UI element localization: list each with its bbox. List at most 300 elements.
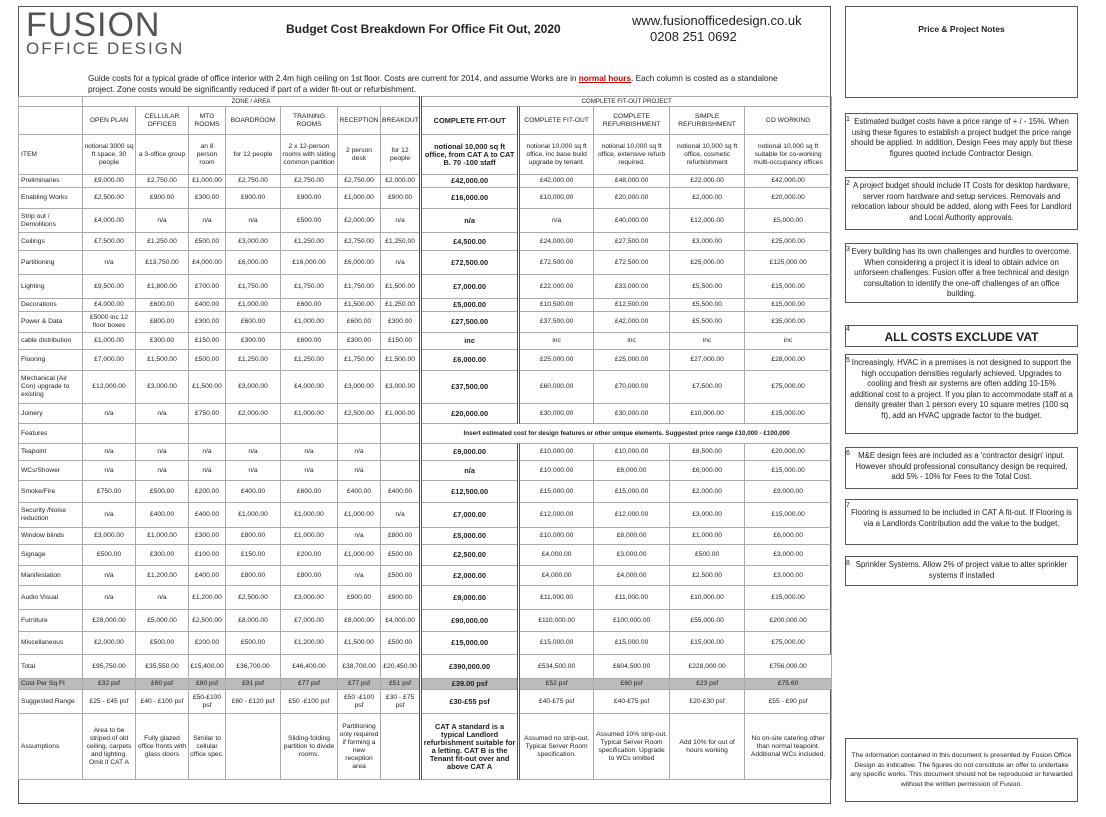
table-cell: £300.00 [381, 312, 421, 333]
table-cell: £22,000.00 [670, 175, 745, 188]
empty-cell [19, 97, 83, 107]
table-cell: £2,500.00 [338, 404, 381, 424]
table-cell: £37,500.00 [519, 312, 594, 333]
column-header: COMPLETE REFURBISHMENT [594, 107, 670, 135]
table-cell: £3,000.00 [670, 233, 745, 251]
table-cell: £900.00 [281, 188, 338, 209]
table-cell: n/a [83, 404, 136, 424]
note-8: Sprinkler Systems. Allow 2% of project value to alter sprinkler systems if installed [845, 556, 1078, 586]
table-cell: £30-£55 psf [421, 690, 519, 714]
table-row [19, 424, 832, 444]
table-cell: £1,250.00 [226, 350, 281, 371]
column-header: CO WORKING [745, 107, 832, 135]
table-cell: £27,500.00 [421, 312, 519, 333]
table-cell: £42,000.00 [421, 175, 519, 188]
table-cell: £1,200.00 [281, 632, 338, 655]
table-cell: n/a [189, 444, 226, 461]
table-cell: £2,750.00 [281, 175, 338, 188]
table-row [19, 350, 832, 371]
table-cell: £23 psf [670, 679, 745, 690]
table-cell: £9,000.00 [745, 481, 832, 503]
table-cell: £72,500.00 [594, 251, 670, 275]
table-cell: £9,000.00 [83, 175, 136, 188]
table-cell: £15,000.00 [594, 632, 670, 655]
table-cell: £300.00 [136, 333, 189, 350]
table-cell: £15,000.00 [745, 461, 832, 481]
table-cell: n/a [338, 461, 381, 481]
phone-number: 0208 251 0692 [650, 29, 737, 44]
table-cell: £500.00 [226, 632, 281, 655]
note-3: Every building has its own challenges and hurdles to overcome. When considering a project it is ideal to obtain advice on unforseen challenges. Fusion offer a free technical and design consultation to identify the one-off challenges of an office building. [845, 243, 1078, 303]
cost-table [18, 96, 832, 780]
item-label: Flooring [19, 350, 83, 371]
website-link[interactable]: www.fusionofficedesign.co.uk [632, 13, 802, 28]
item-label: Mechanical (Air Con) upgrade to existing [19, 371, 83, 404]
table-cell: £2,000.00 [670, 481, 745, 503]
notes-title: Price & Project Notes [918, 24, 1005, 34]
table-cell: £7,000.00 [421, 275, 519, 299]
table-cell: £1,250.00 [281, 233, 338, 251]
table-cell: £10,000.00 [519, 461, 594, 481]
table-cell: £20-£30 psf [670, 690, 745, 714]
item-label: Power & Data [19, 312, 83, 333]
table-cell: inc [519, 333, 594, 350]
table-cell: £75,000.00 [745, 632, 832, 655]
table-cell: £3,000.00 [83, 528, 136, 545]
item-label: Smoke/Fire [19, 481, 83, 503]
table-cell: Area to be striped of old ceiling, carpets and lighting. Omit if CAT A [83, 714, 136, 780]
table-cell: £5,000.00 [136, 610, 189, 632]
table-cell: £4,000.00 [381, 610, 421, 632]
table-cell: n/a [519, 209, 594, 233]
table-cell: £400.00 [136, 503, 189, 528]
table-cell: £27,500.00 [594, 233, 670, 251]
table-cell: £10,000.00 [670, 404, 745, 424]
table-cell: n/a [226, 209, 281, 233]
table-cell: £16,000.00 [281, 251, 338, 275]
cost-per-sqft-row [19, 679, 832, 690]
note-number: 3 [846, 246, 850, 253]
item-label: cable distribution [19, 333, 83, 350]
suggested-range-row [19, 690, 832, 714]
table-cell: £12,000.00 [594, 503, 670, 528]
table-cell: £200.00 [189, 481, 226, 503]
table-cell: £1,250.00 [381, 233, 421, 251]
table-cell: £4,000.00 [83, 209, 136, 233]
table-cell: n/a [83, 586, 136, 610]
table-cell: £55 - £90 psf [745, 690, 832, 714]
table-cell: £20,000.00 [421, 404, 519, 424]
table-cell [381, 461, 421, 481]
table-cell: £400.00 [381, 481, 421, 503]
table-cell: Fully glazed office fronts with glass doors [136, 714, 189, 780]
table-cell: £1,000.00 [226, 503, 281, 528]
column-header: MTG ROOMS [189, 107, 226, 135]
table-cell: £150.00 [381, 333, 421, 350]
table-cell: £15,000.00 [745, 275, 832, 299]
table-cell: £200,000.00 [745, 610, 832, 632]
table-cell: £5,000.00 [421, 299, 519, 312]
table-row [19, 404, 832, 424]
table-cell [381, 444, 421, 461]
table-cell: n/a [136, 404, 189, 424]
table-cell: £500.00 [189, 233, 226, 251]
assumptions-row [19, 714, 832, 780]
table-cell: n/a [226, 444, 281, 461]
table-cell: £10,000.00 [519, 188, 594, 209]
table-cell: £20,000.00 [745, 188, 832, 209]
item-label: Furniture [19, 610, 83, 632]
table-cell [83, 424, 136, 444]
table-cell: £200.00 [281, 545, 338, 566]
table-cell: £12,000.00 [519, 503, 594, 528]
table-cell: £8,000.00 [226, 610, 281, 632]
item-label: Signage [19, 545, 83, 566]
table-row [19, 503, 832, 528]
table-cell: £52 psf [519, 679, 594, 690]
table-cell: £25,000.00 [670, 251, 745, 275]
table-cell: £30,000.00 [519, 404, 594, 424]
table-cell: £60 psf [136, 679, 189, 690]
table-cell: £3,000.00 [226, 233, 281, 251]
table-cell: n/a [83, 251, 136, 275]
table-cell: £500.00 [136, 632, 189, 655]
table-cell: £900.00 [381, 188, 421, 209]
table-cell: £10,000.00 [519, 528, 594, 545]
table-cell: £5,500.00 [670, 275, 745, 299]
table-cell: £600.00 [281, 481, 338, 503]
table-cell: £77 psf [281, 679, 338, 690]
table-cell: n/a [83, 566, 136, 586]
table-cell: n/a [136, 444, 189, 461]
table-cell: £95,750.00 [83, 655, 136, 679]
table-cell: £4,000.00 [83, 299, 136, 312]
table-cell: £4,000.00 [594, 566, 670, 586]
table-cell: £25,000.00 [745, 233, 832, 251]
table-cell: £6,000.00 [670, 461, 745, 481]
table-cell: £1,500.00 [338, 299, 381, 312]
table-cell: £15,000.00 [745, 586, 832, 610]
table-cell: £400.00 [338, 481, 381, 503]
table-cell: £2,750.00 [338, 175, 381, 188]
table-cell: £500.00 [83, 545, 136, 566]
table-cell: £7,000.00 [281, 610, 338, 632]
table-cell: £125,000.00 [745, 251, 832, 275]
table-cell: £32 psf [83, 679, 136, 690]
table-cell: £6,000.00 [226, 251, 281, 275]
table-cell: £500.00 [381, 545, 421, 566]
table-cell: £600.00 [136, 299, 189, 312]
table-cell: £91 psf [226, 679, 281, 690]
table-cell: £150.00 [189, 333, 226, 350]
table-cell: £11,000.00 [594, 586, 670, 610]
table-cell: £228,000.00 [670, 655, 745, 679]
table-cell: £3,000.00 [745, 566, 832, 586]
table-cell: £15,000.00 [745, 503, 832, 528]
table-cell: £35,550.00 [136, 655, 189, 679]
table-cell: £1,250.00 [136, 233, 189, 251]
table-cell: £77 psf [338, 679, 381, 690]
column-header: COMPLETE FIT-OUT [421, 107, 519, 135]
table-cell: inc [670, 333, 745, 350]
column-description: notional 10,000 sq ft office, inc base build upgrade by tenant. [519, 135, 594, 175]
table-cell: £1,000.00 [381, 404, 421, 424]
table-cell: n/a [381, 251, 421, 275]
column-description: notional 10,000 sq ft office, cosmetic refurbishment [670, 135, 745, 175]
note-number: 2 [846, 180, 850, 187]
empty-cell [19, 107, 83, 135]
highlight-normal-hours: normal hours [578, 74, 632, 83]
table-cell [226, 424, 281, 444]
column-description: a 3-office group [136, 135, 189, 175]
item-label: WCs/Shower [19, 461, 83, 481]
table-cell: £2,000.00 [338, 209, 381, 233]
table-row [19, 481, 832, 503]
table-cell: n/a [83, 503, 136, 528]
table-cell: £500.00 [189, 350, 226, 371]
table-cell: inc [594, 333, 670, 350]
item-label: Preliminaries [19, 175, 83, 188]
table-cell: £2,500.00 [421, 545, 519, 566]
table-cell: £1,000.00 [338, 503, 381, 528]
table-row [19, 233, 832, 251]
table-cell: £1,000.00 [281, 312, 338, 333]
item-label: Assumptions [19, 714, 83, 780]
table-cell: £4,000.00 [281, 371, 338, 404]
table-row [19, 371, 832, 404]
note-7: Flooring is assumed to be included in CAT A fit-out. If Flooring is via a Landlords Contribution add the value to the budget. [845, 499, 1078, 545]
table-cell: Sliding-folding partition to divide rooms. [281, 714, 338, 780]
table-cell: £7,000.00 [83, 350, 136, 371]
table-cell: £12,500.00 [421, 481, 519, 503]
note-6: M&E design fees are included as a 'contractor design' input. However should professional consultancy design be required, add 5% - 10% for Fees to the Total Cost. [845, 447, 1078, 489]
table-cell: £5,000.00 [421, 528, 519, 545]
item-label: Cost Per Sq Ft [19, 679, 83, 690]
table-cell: £200.00 [189, 632, 226, 655]
logo-text: FUSION [26, 6, 161, 44]
table-cell: £55,000.00 [670, 610, 745, 632]
table-cell: £900.00 [136, 188, 189, 209]
table-cell: £2,500.00 [670, 566, 745, 586]
table-cell: £1,750.00 [338, 350, 381, 371]
table-row [19, 444, 832, 461]
table-cell: n/a [338, 566, 381, 586]
table-cell: £80 psf [189, 679, 226, 690]
table-cell: £60,000.00 [519, 371, 594, 404]
table-cell: £1,500.00 [338, 632, 381, 655]
column-header: CELLULAR OFFICES [136, 107, 189, 135]
table-cell: £51 psf [381, 679, 421, 690]
table-cell: £900.00 [338, 586, 381, 610]
table-cell: £30 - £75 psf [381, 690, 421, 714]
table-cell: £400.00 [189, 503, 226, 528]
intro-text: Guide costs for a typical grade of office interior with 2.4m high ceiling on 1st floor. Costs are current for 2014, and assume Works are in normal hours. Each column is costed as a standalone project. Zone costs would be significantly reduced if part of a wider fit-out or refurbishment. [88, 74, 778, 94]
table-cell: £300.00 [226, 333, 281, 350]
table-cell: £1,000.00 [670, 528, 745, 545]
table-cell: £400.00 [189, 566, 226, 586]
zone-group-header: ZONE / AREA [83, 97, 421, 107]
description-row [19, 135, 832, 175]
table-cell: £1,000.00 [83, 333, 136, 350]
table-cell: £50 -£100 psf [338, 690, 381, 714]
table-cell: £8,000.00 [338, 610, 381, 632]
item-label: Lighting [19, 275, 83, 299]
table-cell: £750.00 [189, 404, 226, 424]
table-cell: £3,000.00 [226, 371, 281, 404]
table-row [19, 545, 832, 566]
table-cell: £15,000.00 [594, 481, 670, 503]
table-cell: £534,500.00 [519, 655, 594, 679]
column-description: notional 3000 sq ft space, 30 people [83, 135, 136, 175]
table-cell: £300.00 [189, 528, 226, 545]
table-cell: Partitioning only required if forming a new reception area [338, 714, 381, 780]
column-description: for 12 people [381, 135, 421, 175]
table-cell: £5000 inc 12 floor boxes [83, 312, 136, 333]
table-cell: £500.00 [281, 209, 338, 233]
table-cell: £150.00 [226, 545, 281, 566]
table-cell: £2,500.00 [83, 188, 136, 209]
table-cell: £500.00 [136, 481, 189, 503]
table-cell: £3,000.00 [381, 371, 421, 404]
item-label: Features [19, 424, 83, 444]
table-cell: £1,750.00 [226, 275, 281, 299]
table-cell [189, 424, 226, 444]
table-cell: £37,500.00 [421, 371, 519, 404]
note-1: Estimated budget costs have a price range of + / - 15%. When using these figures to establish a project budget the price range should be applied. In addition, Design Fees may apply but these figures quoted include Contractor Design. [845, 113, 1078, 171]
table-cell: Assumed 10% strip-out. Typical Server Room specification. Upgrade to WCs omitted [594, 714, 670, 780]
features-note: Insert estimated cost for design features or other unique elements. Suggested price range £10,000 - £100,000 [421, 424, 832, 444]
column-description: notional 10,000 sq ft office, from CAT A to CAT B. 70 -100 staff [421, 135, 519, 175]
table-cell: £12,500.00 [594, 299, 670, 312]
column-header: SIMPLE REFURBISHMENT [670, 107, 745, 135]
table-cell: £15,000.00 [670, 632, 745, 655]
table-cell: £50-£100 psf [189, 690, 226, 714]
table-cell: £9,500.00 [83, 275, 136, 299]
table-row [19, 566, 832, 586]
table-cell: £42,000.00 [519, 175, 594, 188]
column-description: notional 10,000 sq ft suitable for co-working multi-occupancy offices [745, 135, 832, 175]
table-cell: £13,750.00 [136, 251, 189, 275]
table-cell: n/a [281, 461, 338, 481]
table-cell: £15,000.00 [745, 299, 832, 312]
table-cell: £9,000.00 [421, 444, 519, 461]
table-cell: £1,500.00 [381, 350, 421, 371]
note-number: 8 [846, 560, 850, 567]
table-cell: £15,000.00 [745, 404, 832, 424]
table-cell: £800.00 [281, 566, 338, 586]
table-cell: Similar to cellular office spec. [189, 714, 226, 780]
table-cell: £15,400.00 [189, 655, 226, 679]
table-cell: £800.00 [226, 566, 281, 586]
table-cell: £500.00 [381, 566, 421, 586]
table-cell: £1,000.00 [338, 188, 381, 209]
table-cell: n/a [338, 528, 381, 545]
page-title: Budget Cost Breakdown For Office Fit Out, 2020 [286, 22, 561, 36]
table-cell: £2,750.00 [226, 175, 281, 188]
note-2: A project budget should include IT Costs for desktop hardware, server room hardware and setup services. Removals and relocation labour should be added, along with Fees for Landlord and Local Authority approvals. [845, 177, 1078, 230]
table-cell: Add 10% for out of hours working [670, 714, 745, 780]
table-cell: £40 - £100 psf [136, 690, 189, 714]
logo-subtext: OFFICE DESIGN [26, 39, 185, 58]
table-cell: £100.00 [189, 545, 226, 566]
table-cell: Assumed no strip-out. Typical Server Room specification. [519, 714, 594, 780]
column-header: OPEN PLAN [83, 107, 136, 135]
table-cell: £60 - £120 psf [226, 690, 281, 714]
table-cell: £756,000.00 [745, 655, 832, 679]
table-cell: £800.00 [381, 528, 421, 545]
table-cell: £1,000.00 [189, 175, 226, 188]
table-row [19, 528, 832, 545]
table-cell: £5,500.00 [670, 312, 745, 333]
table-cell: £1,000.00 [281, 404, 338, 424]
table-cell [381, 424, 421, 444]
table-cell: n/a [381, 503, 421, 528]
table-cell: n/a [189, 209, 226, 233]
table-cell: £300.00 [338, 333, 381, 350]
table-cell: £100,000.00 [594, 610, 670, 632]
table-cell: £4,000.00 [519, 566, 594, 586]
table-cell: £300.00 [189, 188, 226, 209]
column-description: 2 x 12-person rooms with sliding common partition [281, 135, 338, 175]
table-cell: £1,000.00 [226, 299, 281, 312]
table-cell: £15,000.00 [519, 481, 594, 503]
table-cell: £1,500.00 [381, 275, 421, 299]
table-cell: n/a [136, 209, 189, 233]
table-cell: £2,000.00 [670, 188, 745, 209]
column-header: TRAINING ROOMS [281, 107, 338, 135]
table-cell: £1,500.00 [189, 371, 226, 404]
item-label: Enabling Works [19, 188, 83, 209]
table-cell: £10,000.00 [594, 444, 670, 461]
table-cell: £900.00 [226, 188, 281, 209]
table-cell: inc [421, 333, 519, 350]
table-cell: £10,500.00 [519, 299, 594, 312]
table-cell: n/a [83, 444, 136, 461]
column-header-row [19, 107, 832, 135]
table-cell: £2,750.00 [136, 175, 189, 188]
table-cell: £35,000.00 [745, 312, 832, 333]
item-label: Joinery [19, 404, 83, 424]
table-cell: £5,500.00 [670, 299, 745, 312]
table-cell: n/a [281, 444, 338, 461]
table-cell: n/a [136, 586, 189, 610]
table-cell: £2,750.00 [338, 233, 381, 251]
table-cell: £10,000.00 [670, 586, 745, 610]
table-cell: n/a [421, 461, 519, 481]
table-cell: £7,500.00 [83, 233, 136, 251]
column-header: COMPLETE FIT-OUT [519, 107, 594, 135]
table-cell: £3,000.00 [594, 545, 670, 566]
table-cell: £604,500.00 [594, 655, 670, 679]
table-cell: £700.00 [189, 275, 226, 299]
item-label: Teapoint [19, 444, 83, 461]
table-row [19, 188, 832, 209]
table-cell: £400.00 [226, 481, 281, 503]
table-cell: £22,000.00 [519, 275, 594, 299]
table-cell: £40,000.00 [594, 209, 670, 233]
table-cell: £4,500.00 [421, 233, 519, 251]
table-cell [381, 714, 421, 780]
table-cell: £42,000.00 [594, 312, 670, 333]
column-header: BOARDROOM [226, 107, 281, 135]
table-cell: £4,000.00 [189, 251, 226, 275]
table-cell: n/a [136, 461, 189, 481]
table-cell: £3,000.00 [670, 503, 745, 528]
table-cell: £800.00 [136, 312, 189, 333]
item-label: Strip out / Demolitions [19, 209, 83, 233]
table-cell: £38,700.00 [338, 655, 381, 679]
table-cell: £7,000.00 [421, 503, 519, 528]
